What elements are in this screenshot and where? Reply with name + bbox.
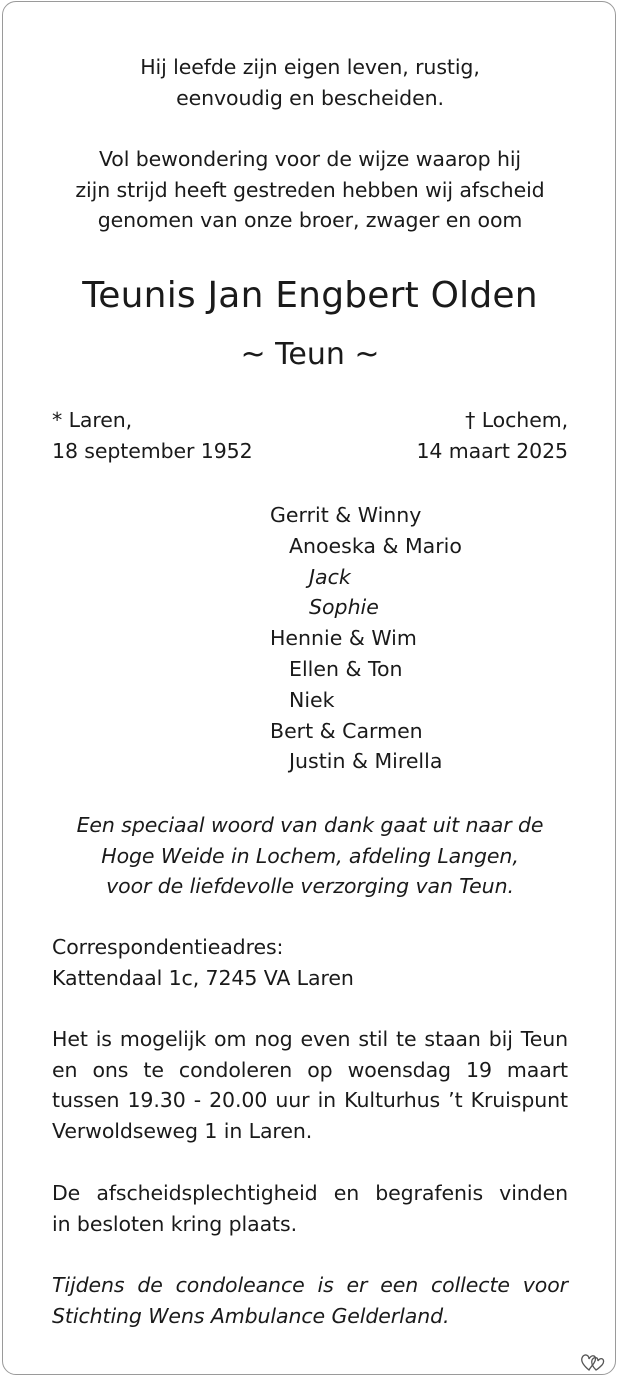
intro-line: Hij leefde zijn eigen leven, rustig,	[140, 55, 480, 79]
deceased-name: Teunis Jan Engbert Olden	[82, 275, 538, 316]
condolence-line: tussen 19.30 - 20.00 uur in Kulturhus ’t Kruispunt	[52, 1088, 568, 1112]
death-info	[416, 405, 568, 466]
intro2-line: zijn strijd heeft gestreden hebben wij afscheid	[75, 177, 545, 202]
thanks-line: voor de liefdevolle verzorging van Teun.	[106, 874, 514, 898]
condolence-line: Verwoldseweg 1 in Laren.	[52, 1118, 313, 1143]
family-member: Niek	[289, 687, 335, 712]
thanks-text	[0, 810, 620, 902]
birth-info	[52, 405, 253, 466]
correspondence-address: Kattendaal 1c, 7245 VA Laren	[52, 965, 354, 990]
family-list	[270, 500, 462, 777]
family-member: Gerrit & Winny	[270, 503, 422, 527]
death-date: 14 maart 2025	[416, 438, 568, 463]
death-place: † Lochem,	[465, 408, 568, 432]
hearts-logo-icon	[580, 1351, 606, 1373]
family-member: Justin & Mirella	[289, 749, 443, 774]
correspondence	[52, 932, 354, 993]
family-member: Anoeska & Mario	[289, 533, 462, 558]
condolence-line: Het is mogelijk om nog even stil te staan bij Teun	[52, 1027, 568, 1051]
collection-text	[52, 1270, 568, 1331]
collection-line: Stichting Wens Ambulance Gelderland.	[52, 1303, 450, 1328]
intro-line: eenvoudig en bescheiden.	[176, 85, 444, 110]
birth-date: 18 september 1952	[52, 438, 253, 463]
intro2-line: Vol bewondering voor de wijze waarop hij	[98, 147, 522, 171]
funeral-line: in besloten kring plaats.	[52, 1211, 297, 1236]
condolence-text	[52, 1024, 568, 1146]
collection-line: Tijdens de condoleance is er een collecte voor	[52, 1273, 568, 1297]
family-member: Bert & Carmen	[270, 718, 423, 743]
birth-place: * Laren,	[52, 408, 133, 432]
correspondence-label: Correspondentieadres:	[52, 935, 284, 959]
thanks-line: Hoge Weide in Lochem, afdeling Langen,	[101, 843, 519, 868]
intro-text	[0, 52, 620, 113]
deceased-nickname: ~ Teun ~	[240, 337, 380, 372]
family-member: Sophie	[309, 595, 379, 620]
family-member: Hennie & Wim	[270, 626, 417, 651]
condolence-line: en ons te condoleren op woensdag 19 maart	[52, 1057, 568, 1082]
funeral-line: De afscheidsplechtigheid en begrafenis vinden	[52, 1181, 568, 1205]
family-member: Jack	[309, 564, 351, 589]
thanks-line: Een speciaal woord van dank gaat uit naar de	[76, 813, 544, 837]
funeral-text	[52, 1178, 568, 1239]
intro2-line: genomen van onze broer, zwager en oom	[97, 208, 523, 232]
intro-text-2	[0, 144, 620, 236]
family-member: Ellen & Ton	[289, 656, 403, 681]
